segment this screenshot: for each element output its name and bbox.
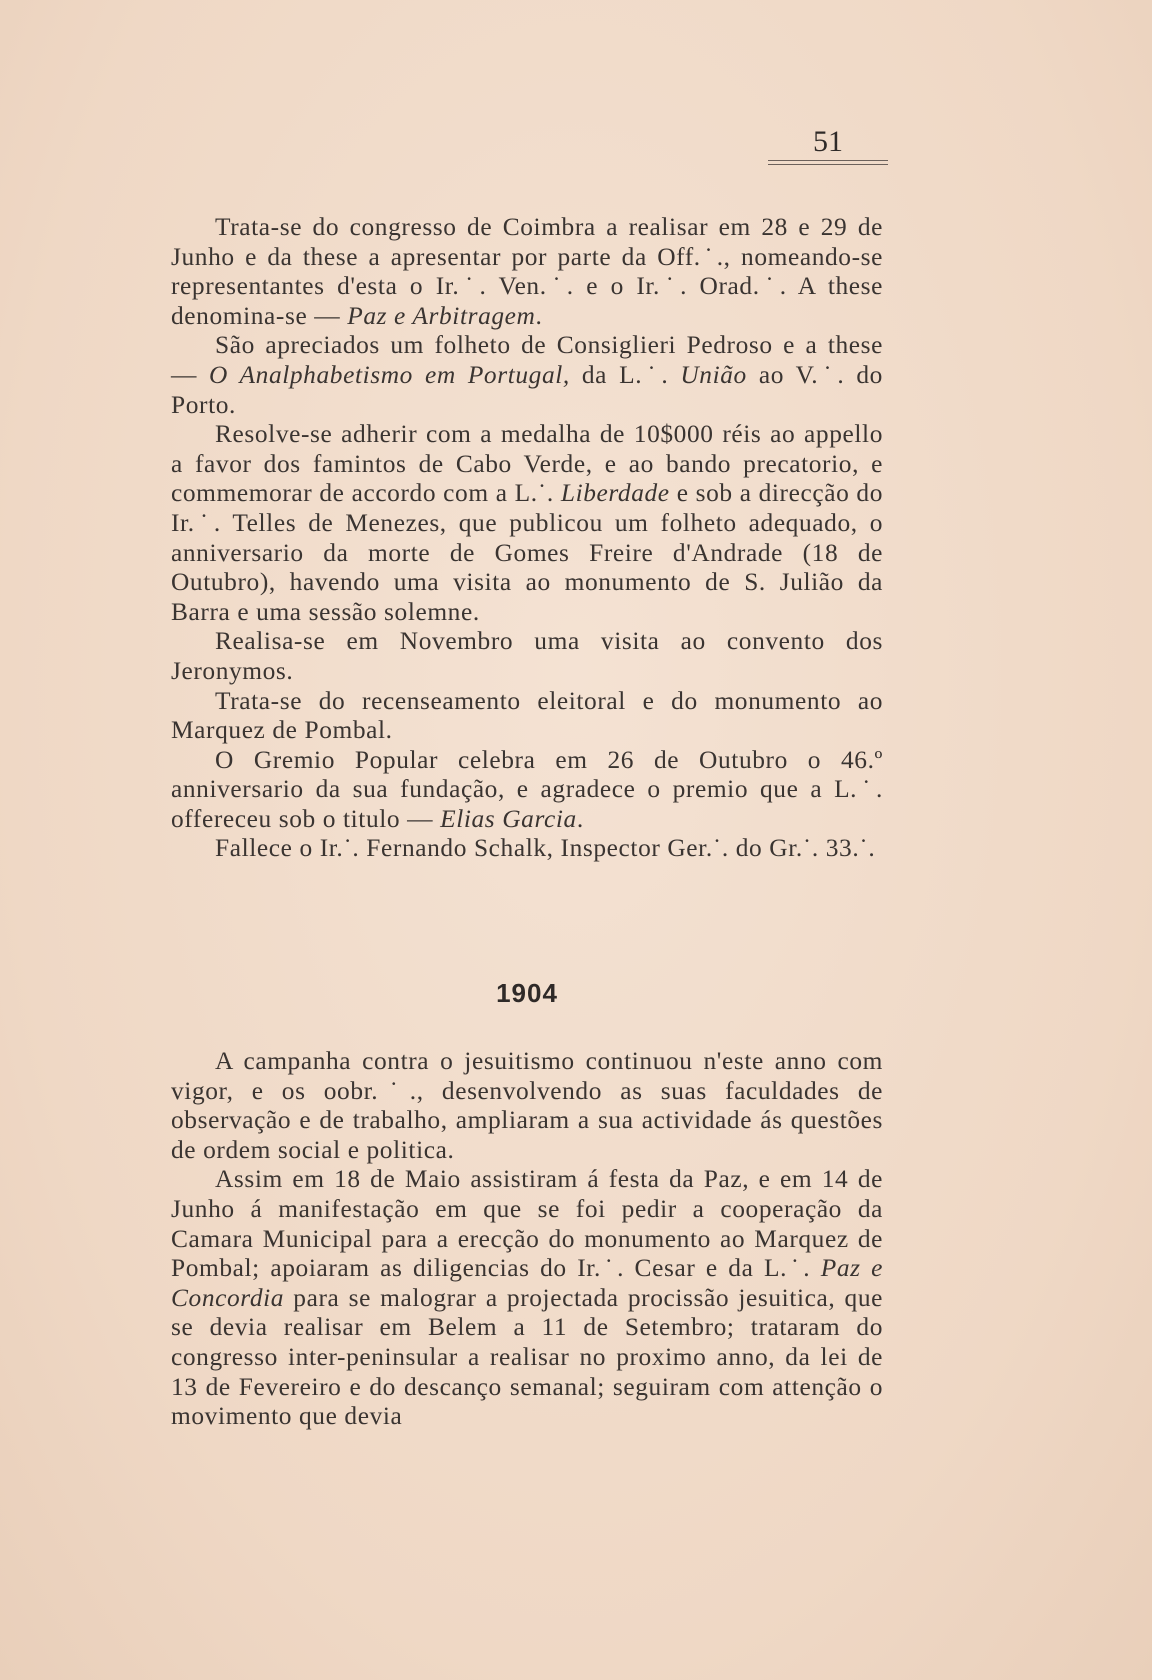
page-number: 51 — [813, 125, 843, 158]
paragraph: Trata-se do recenseamento eleitoral e do monumento ao Marquez de Pombal. — [171, 686, 883, 745]
paragraph: Fallece o Ir.˙. Fernando Schalk, Inspector Ger.˙. do Gr.˙. 33.˙. — [215, 834, 876, 863]
page-number-rule — [768, 164, 888, 165]
paragraph: Trata-se do congresso de Coimbra a realisar em 28 e 29 de Junho e da these a apresentar por parte da Off.˙., nomeando-se representantes d'esta o Ir.˙. Ven.˙. e o Ir.˙. Orad.˙. A these denomina-se — Paz e Arbitragem. — [171, 213, 883, 330]
paragraph: São apreciados um folheto de Consiglieri Pedroso e a these — O Analphabetismo em Portugal, da L.˙. União ao V.˙. do Porto. — [171, 331, 883, 419]
year-heading: 1904 — [496, 978, 558, 1008]
text-section-1904 — [171, 1047, 883, 1432]
text-section-1903 — [171, 213, 883, 864]
paragraph: Realisa-se em Novembro uma visita ao convento dos Jeronymos. — [171, 627, 883, 685]
paragraph: O Gremio Popular celebra em 26 de Outubro o 46.º anniversario da sua fundação, e agradece o premio que a L.˙. offereceu sob o titulo — Elias Garcia. — [171, 745, 883, 833]
paragraph: Resolve-se adherir com a medalha de 10$000 réis ao appello a favor dos famintos de Cabo Verde, e ao bando precatorio, e commemorar de accordo com a L.˙. Liberdade e sob a direcção do Ir.˙. Telles de Menezes, que publicou um folheto adequado, o anniversario da morte de Gomes Freire d'Andrade (18 de Outubro), havendo uma visita ao monumento de S. Julião da Barra e uma sessão solemne. — [171, 420, 883, 626]
paragraph: A campanha contra o jesuitismo continuou n'este anno com vigor, e os oobr.˙., desenvolvendo as suas faculdades de observação e de trabalho, ampliaram a sua actividade ás questões de ordem social e politica. — [171, 1047, 883, 1164]
page-number-rule — [768, 160, 888, 161]
paragraph: Assim em 18 de Maio assistiram á festa da Paz, e em 14 de Junho á manifestação em que se foi pedir a cooperação da Camara Municipal para a erecção do monumento ao Marquez de Pombal; apoiaram as diligencias do Ir.˙. Cesar e da L.˙. Paz e Concordia para se malograr a projectada procissão jesuitica, que se devia realisar em Belem a 11 de Setembro; trataram do congresso inter-peninsular a realisar no proximo anno, da lei de 13 de Fevereiro e do descanço semanal; seguiram com attenção o movimento que devia — [171, 1165, 883, 1431]
